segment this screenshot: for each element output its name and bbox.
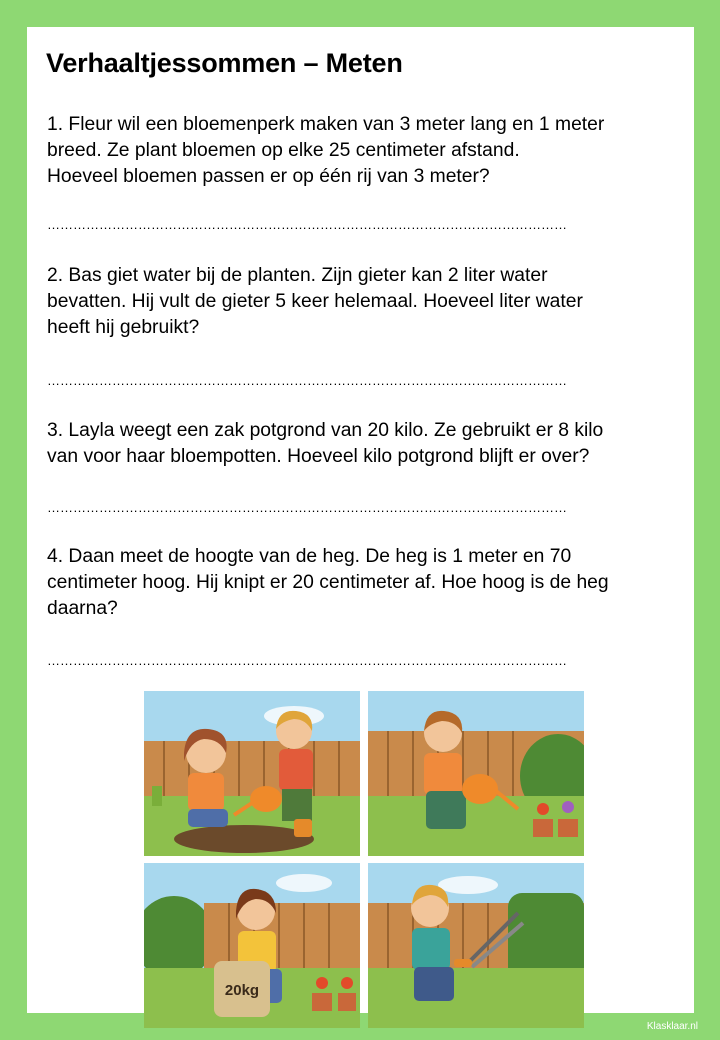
children-planting-flowers-illustration [144, 691, 360, 856]
page-title: Verhaaltjessommen – Meten [46, 48, 403, 78]
question-4-line-1: 4. Daan meet de hoogte van de heg. De heg is 1 meter en 70 [47, 546, 572, 567]
question-1-line-1: 1. Fleur wil een bloemenperk maken van 3 meter lang en 1 meter [47, 114, 605, 135]
answer-line-1[interactable]: ………………………………………………………………………………………………………… [47, 217, 567, 232]
question-1-line-3: Hoeveel bloemen passen er op één rij van 3 meter? [47, 166, 490, 187]
question-2 [47, 263, 687, 341]
answer-line-2[interactable]: ………………………………………………………………………………………………………… [47, 373, 567, 388]
question-3 [47, 418, 687, 470]
question-2-line-2: bevatten. Hij vult de gieter 5 keer helemaal. Hoeveel liter water [47, 291, 583, 312]
answer-line-4[interactable]: ………………………………………………………………………………………………………… [47, 653, 567, 668]
footer-brand: Klasklaar.nl [646, 1021, 698, 1032]
boy-watering-plants-illustration [368, 691, 584, 856]
question-1-line-2: breed. Ze plant bloemen op elke 25 centimeter afstand. [47, 140, 520, 161]
worksheet-page [27, 27, 694, 1013]
question-3-line-2: van voor haar bloempotten. Hoeveel kilo potgrond blijft er over? [47, 446, 590, 467]
question-4 [47, 544, 687, 622]
girl-with-potting-soil-bag-illustration [144, 863, 360, 1028]
bag-weight-label: 20kg [224, 982, 260, 999]
question-3-line-1: 3. Layla weegt een zak potgrond van 20 kilo. Ze gebruikt er 8 kilo [47, 420, 604, 441]
question-2-line-1: 2. Bas giet water bij de planten. Zijn gieter kan 2 liter water [47, 265, 548, 286]
boy-trimming-hedge-illustration [368, 863, 584, 1028]
question-2-line-3: heeft hij gebruikt? [47, 317, 200, 338]
answer-line-3[interactable]: ………………………………………………………………………………………………………… [47, 500, 567, 515]
question-4-line-3: daarna? [47, 598, 118, 619]
question-4-line-2: centimeter hoog. Hij knipt er 20 centimeter af. Hoe hoog is de heg [47, 572, 609, 593]
question-1 [47, 112, 687, 190]
